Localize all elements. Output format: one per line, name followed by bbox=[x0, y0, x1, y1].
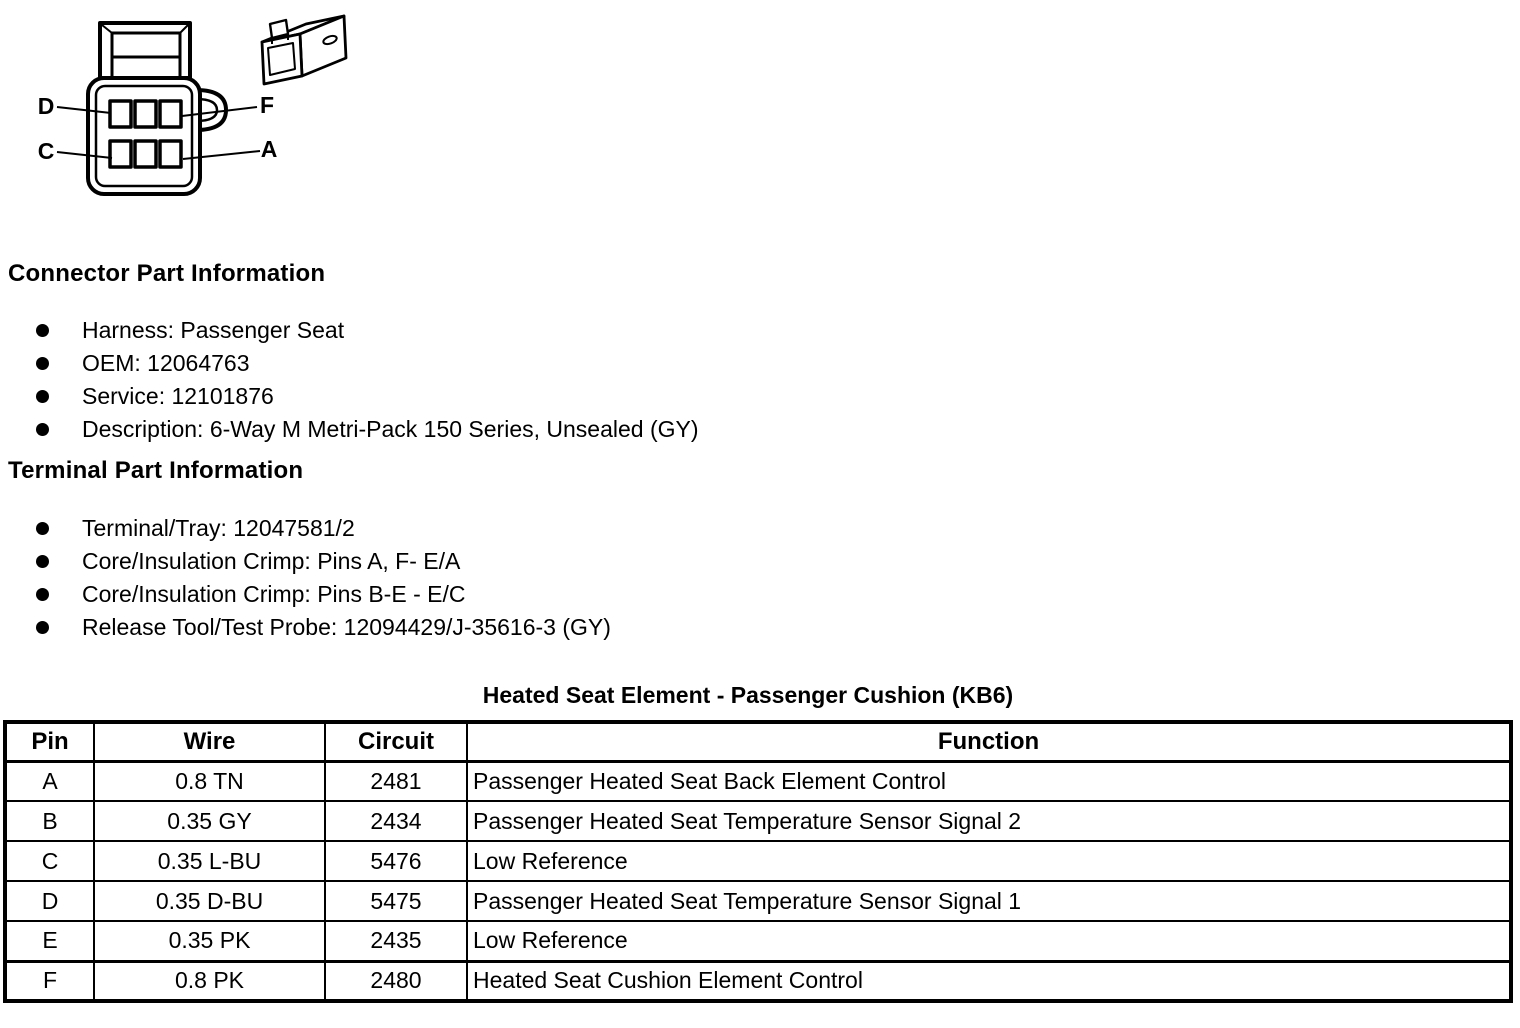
column-header-function: Function bbox=[467, 722, 1511, 761]
cell-circuit: 2480 bbox=[325, 961, 467, 1001]
cell-circuit: 5475 bbox=[325, 881, 467, 921]
bullet-icon bbox=[36, 390, 49, 403]
cell-pin: F bbox=[5, 961, 94, 1001]
bullet-icon bbox=[36, 522, 49, 535]
list-item-text: Terminal/Tray: 12047581/2 bbox=[82, 515, 355, 541]
column-header-pin: Pin bbox=[5, 722, 94, 761]
bullet-icon bbox=[36, 588, 49, 601]
cell-circuit: 2435 bbox=[325, 921, 467, 961]
cell-wire: 0.35 PK bbox=[94, 921, 325, 961]
bullet-icon bbox=[36, 555, 49, 568]
table-row bbox=[5, 881, 1511, 921]
cell-pin: B bbox=[5, 801, 94, 841]
column-header-circuit: Circuit bbox=[325, 722, 467, 761]
cell-function: Heated Seat Cushion Element Control bbox=[467, 961, 1511, 1001]
cell-pin: E bbox=[5, 921, 94, 961]
table-title: Heated Seat Element - Passenger Cushion (KB6) bbox=[482, 682, 1014, 708]
cell-pin: C bbox=[5, 841, 94, 881]
list-item-text: Service: 12101876 bbox=[82, 383, 274, 409]
cell-pin: D bbox=[5, 881, 94, 921]
cell-circuit: 5476 bbox=[325, 841, 467, 881]
cell-function: Passenger Heated Seat Temperature Sensor Signal 1 bbox=[467, 881, 1511, 921]
table-header-row bbox=[5, 722, 1511, 761]
cell-pin: A bbox=[5, 761, 94, 801]
list-item bbox=[0, 611, 1520, 644]
terminal-info-heading: Terminal Part Information bbox=[8, 457, 304, 484]
list-item bbox=[0, 380, 1520, 413]
bullet-icon bbox=[36, 324, 49, 337]
connector-info-list bbox=[0, 314, 1520, 446]
list-item-text: OEM: 12064763 bbox=[82, 350, 250, 376]
cell-function: Passenger Heated Seat Temperature Sensor Signal 2 bbox=[467, 801, 1511, 841]
list-item-text: Harness: Passenger Seat bbox=[82, 317, 345, 343]
table-row bbox=[5, 921, 1511, 961]
table-row bbox=[5, 961, 1511, 1001]
cell-wire: 0.8 PK bbox=[94, 961, 325, 1001]
pin-label-a: A bbox=[260, 136, 278, 162]
list-item-text: Description: 6-Way M Metri-Pack 150 Series, Unsealed (GY) bbox=[82, 416, 699, 442]
list-item bbox=[0, 545, 1520, 578]
list-item-text: Core/Insulation Crimp: Pins B-E - E/C bbox=[82, 581, 466, 607]
cell-circuit: 2434 bbox=[325, 801, 467, 841]
connector-info-heading: Connector Part Information bbox=[8, 260, 326, 287]
list-item bbox=[0, 512, 1520, 545]
list-item-text: Release Tool/Test Probe: 12094429/J-35616-3 (GY) bbox=[82, 614, 611, 640]
bullet-icon bbox=[36, 357, 49, 370]
cell-wire: 0.35 L-BU bbox=[94, 841, 325, 881]
cell-function: Passenger Heated Seat Back Element Control bbox=[467, 761, 1511, 801]
pinout-table bbox=[3, 720, 1513, 1003]
cell-wire: 0.8 TN bbox=[94, 761, 325, 801]
cell-wire: 0.35 D-BU bbox=[94, 881, 325, 921]
pin-label-c: C bbox=[37, 138, 55, 164]
cell-function: Low Reference bbox=[467, 841, 1511, 881]
bullet-icon bbox=[36, 621, 49, 634]
pin-label-f: F bbox=[259, 92, 275, 118]
pin-label-d: D bbox=[37, 93, 55, 119]
cell-function: Low Reference bbox=[467, 921, 1511, 961]
table-row bbox=[5, 761, 1511, 801]
list-item bbox=[0, 578, 1520, 611]
cell-wire: 0.35 GY bbox=[94, 801, 325, 841]
table-row bbox=[5, 801, 1511, 841]
list-item bbox=[0, 413, 1520, 446]
column-header-wire: Wire bbox=[94, 722, 325, 761]
list-item-text: Core/Insulation Crimp: Pins A, F- E/A bbox=[82, 548, 461, 574]
list-item bbox=[0, 347, 1520, 380]
terminal-info-list bbox=[0, 512, 1520, 644]
table-row bbox=[5, 841, 1511, 881]
bullet-icon bbox=[36, 423, 49, 436]
cell-circuit: 2481 bbox=[325, 761, 467, 801]
list-item bbox=[0, 314, 1520, 347]
